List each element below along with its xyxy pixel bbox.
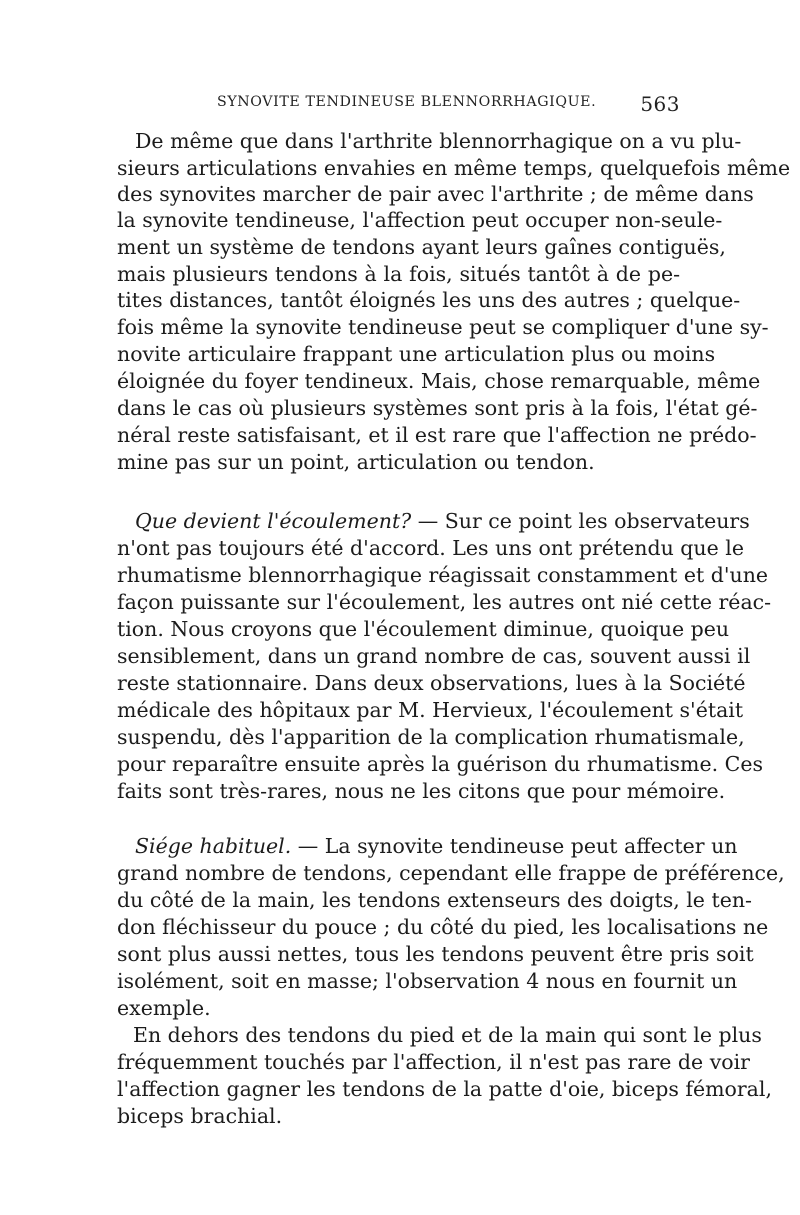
text-line: mais plusieurs tendons à la fois, situés tantôt à de pe-: [117, 262, 680, 286]
running-title: SYNOVITE TENDINEUSE BLENNORRHAGIQUE.: [217, 94, 597, 110]
text-line: éloignée du foyer tendineux. Mais, chose remarquable, même: [117, 369, 761, 393]
heading-line-text: — La synovite tendineuse peut affecter un: [291, 834, 738, 858]
text-line: isolément, soit en masse; l'observation 4 nous en fournit un: [117, 969, 738, 993]
text-line: du côté de la main, les tendons extenseurs des doigts, le ten-: [117, 888, 752, 912]
page-number: 563: [640, 92, 680, 116]
text-line: façon puissante sur l'écoulement, les autres ont nié cette réac-: [117, 590, 772, 614]
text-line: don fléchisseur du pouce ; du côté du pied, les localisations ne: [117, 915, 769, 939]
text-line: ment un système de tendons ayant leurs gaînes contiguës,: [117, 235, 726, 259]
text-line: sont plus aussi nettes, tous les tendons peuvent être pris soit: [117, 942, 754, 966]
text-line: biceps brachial.: [117, 1104, 283, 1128]
section-heading-siege: Siége habituel.: [135, 834, 292, 858]
text-line: sensiblement, dans un grand nombre de cas, souvent aussi il: [117, 644, 751, 668]
text-line: grand nombre de tendons, cependant elle frappe de préférence,: [117, 861, 785, 885]
text-line: tites distances, tantôt éloignés les uns des autres ; quelque-: [117, 288, 741, 312]
text-line: rhumatisme blennorrhagique réagissait constamment et d'une: [117, 563, 769, 587]
text-line: mine pas sur un point, articulation ou tendon.: [117, 450, 595, 474]
text-line: faits sont très-rares, nous ne les citons que pour mémoire.: [117, 779, 726, 803]
text-line: n'ont pas toujours été d'accord. Les uns ont prétendu que le: [117, 536, 744, 560]
text-line: [135, 508, 750, 534]
text-line: pour reparaître ensuite après la guérison du rhumatisme. Ces: [117, 752, 763, 776]
text-line: dans le cas où plusieurs systèmes sont pris à la fois, l'état gé-: [117, 396, 758, 420]
text-line: De même que dans l'arthrite blennorrhagique on a vu plu-: [135, 129, 742, 153]
text-line: sieurs articulations envahies en même temps, quelquefois même: [117, 156, 791, 180]
text-line: exemple.: [117, 996, 211, 1020]
running-head: [117, 94, 680, 118]
text-line: médicale des hôpitaux par M. Hervieux, l'écoulement s'était: [117, 698, 744, 722]
text-line: fois même la synovite tendineuse peut se compliquer d'une sy-: [117, 315, 769, 339]
heading-line-text: — Sur ce point les observateurs: [411, 509, 750, 533]
text-line: [135, 833, 738, 859]
text-line: suspendu, dès l'apparition de la complication rhumatismale,: [117, 725, 745, 749]
text-line: tion. Nous croyons que l'écoulement diminue, quoique peu: [117, 617, 730, 641]
text-line: l'affection gagner les tendons de la patte d'oie, biceps fémoral,: [117, 1077, 772, 1101]
text-line: la synovite tendineuse, l'affection peut occuper non-seule-: [117, 208, 723, 232]
text-line: En dehors des tendons du pied et de la main qui sont le plus: [133, 1023, 762, 1047]
text-line: néral reste satisfaisant, et il est rare que l'affection ne prédo-: [117, 423, 757, 447]
section-heading-ecoulement: Que devient l'écoulement?: [135, 509, 412, 533]
text-line: des synovites marcher de pair avec l'arthrite ; de même dans: [117, 182, 754, 206]
text-line: novite articulaire frappant une articulation plus ou moins: [117, 342, 716, 366]
text-line: reste stationnaire. Dans deux observations, lues à la Société: [117, 671, 746, 695]
text-line: fréquemment touchés par l'affection, il n'est pas rare de voir: [117, 1050, 750, 1074]
